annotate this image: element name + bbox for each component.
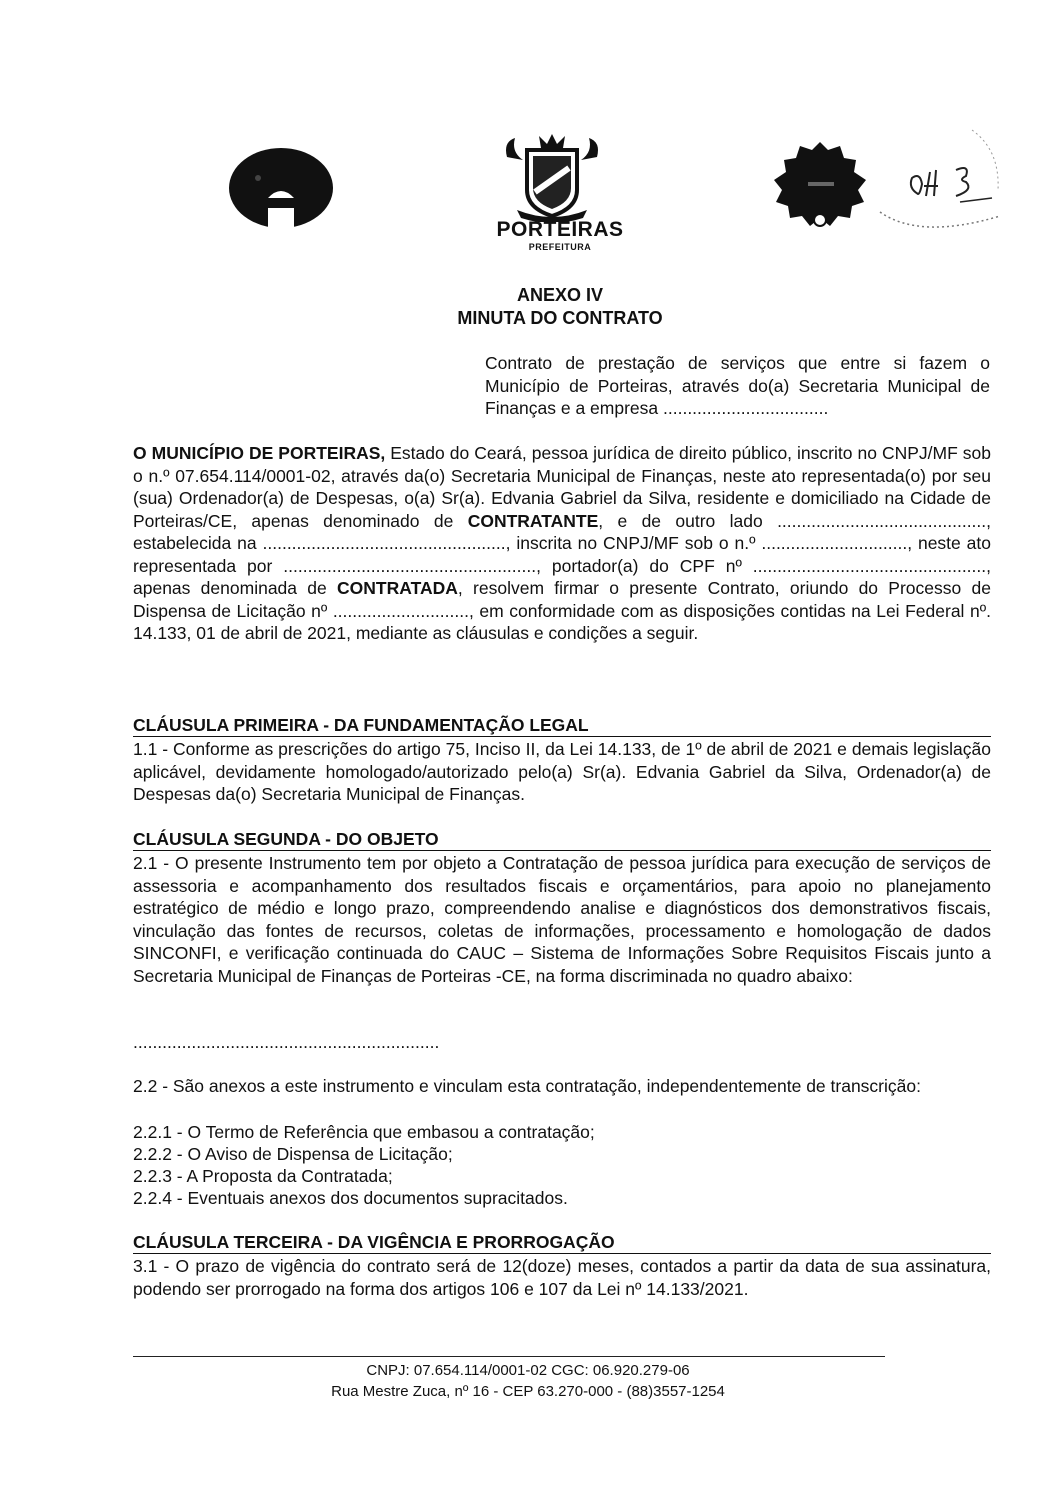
clause-3-heading: CLÁUSULA TERCEIRA - DA VIGÊNCIA E PRORROGAÇÃO — [133, 1232, 991, 1254]
preamble-text-2: , e de outro lado ..........................................., estabelecida na .................................................., inscrita no CNPJ/MF sob o n.º .............................., neste ato representada por ...................................................., portador(a) do CPF nº ................................................, apenas denominada de — [133, 510, 992, 598]
footer-address: Rua Mestre Zuca, nº 16 - CEP 63.270-000 - (88)3557-1254 — [331, 1383, 725, 1400]
annex-item: 2.2.4 - Eventuais anexos dos documentos supracitados. — [133, 1188, 568, 1208]
clause-2-dotted-line: ............................................................... — [133, 1032, 440, 1052]
annex-item: 2.2.1 - O Termo de Referência que embasou a contratação; — [133, 1122, 595, 1142]
left-logo — [228, 148, 334, 234]
municipal-crest — [497, 132, 607, 222]
footer-cnpj: CNPJ: 07.654.114/0001-02 CGC: 06.920.279-06 — [366, 1362, 690, 1379]
page-number-stamp — [860, 120, 1010, 250]
municipio-name: O MUNICÍPIO DE PORTEIRAS, — [133, 443, 386, 463]
annex-item: 2.2.3 - A Proposta da Contratada; — [133, 1166, 393, 1186]
preamble-paragraph — [133, 442, 991, 645]
annex-item: 2.2.2 - O Aviso de Dispensa de Licitação; — [133, 1144, 453, 1164]
contract-description: Contrato de prestação de serviços que entre si fazem o Município de Porteiras, através do(a) Secretaria Municipal de Finanças e a empresa .................................. — [485, 353, 990, 418]
contratada-label: CONTRATADA — [337, 578, 458, 598]
brand-subtitle: PREFEITURA — [528, 242, 592, 252]
clause-2-heading: CLÁUSULA SEGUNDA - DO OBJETO — [133, 829, 991, 851]
clause-3-text: 3.1 - O prazo de vigência do contrato será de 12(doze) meses, contados a partir da data de sua assinatura, podendo ser prorrogado na forma dos artigos 106 e 107 da Lei nº 14.133/2021. — [133, 1256, 991, 1299]
document-title: MINUTA DO CONTRATO — [457, 308, 663, 328]
contratante-label: CONTRATANTE — [467, 510, 599, 531]
annex-title: ANEXO IV — [516, 285, 604, 305]
preamble-text-3: , resolvem firmar o presente Contrato, oriundo do Processo de Dispensa de Licitação nº ............................, em conformidade com as disposições contidas na Lei Federal nº. 14.133, 01 de abril de 2021, mediante as cláusulas e condições a seguir. — [133, 578, 991, 643]
clause-1-heading: CLÁUSULA PRIMEIRA - DA FUNDAMENTAÇÃO LEGAL — [133, 715, 991, 737]
clause-2-annexes-intro: 2.2 - São anexos a este instrumento e vinculam esta contratação, independentemente de transcrição: — [133, 1076, 921, 1096]
clause-2-text: 2.1 - O presente Instrumento tem por objeto a Contratação de pessoa jurídica para execução de serviços de assessoria e acompanhamento dos resultados fiscais e orçamentários, para apoio no planejamento estratégico de médio e longo prazo, compreendendo analise e diagnósticos dos demonstrativos fiscais, vinculação das fontes de recursos, coletas de informações, processamento e homologação de dados SINCONFI, e verificação continuada do CAUC – Sistema de Informações Sobre Requisitos Fiscais junto a Secretaria Municipal de Finanças de Porteiras -CE, na forma discriminada no quadro abaixo: — [133, 853, 991, 986]
preamble-text-1: Estado do Ceará, pessoa jurídica de direito público, inscrito no CNPJ/MF sob o n.º 07.654.114/0001-02, através da(o) Secretaria Municipal de Finanças, neste ato representada(o) por seu (sua) Ordenador(a) de Despesas, o(a) Sr(a). Edvania Gabriel da Silva, residente e domiciliado na Cidade de Porteiras/CE, apenas denominado de — [133, 443, 991, 531]
right-seal-logo — [770, 140, 870, 232]
footer-divider — [133, 1356, 885, 1357]
brand-name: PORTEIRAS — [496, 218, 624, 241]
clause-1-text: 1.1 - Conforme as prescrições do artigo 75, Inciso II, da Lei 14.133, de 1º de abril de 2021 e demais legislação aplicável, devidamente homologado/autorizado pelo(a) Sr(a). Edvania Gabriel da Silva, Ordenador(a) de Despesas da(o) Secretaria Municipal de Finanças. — [133, 739, 991, 804]
